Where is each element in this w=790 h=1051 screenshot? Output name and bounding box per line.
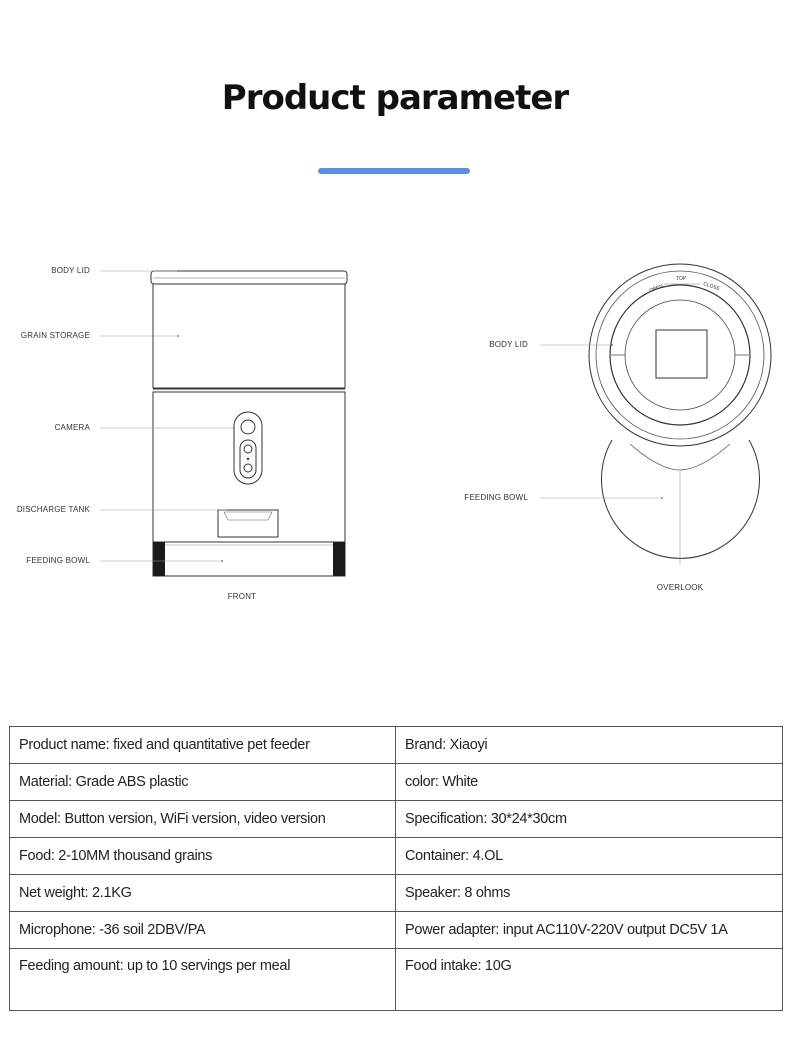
spec-cell: Food intake: 10G (396, 949, 783, 1011)
table-row (10, 949, 783, 1011)
spec-cell: Product name: fixed and quantitative pet feeder (10, 727, 396, 764)
ring-text-top: TOP (676, 276, 687, 282)
front-grain-storage-shape (153, 284, 345, 388)
front-label-feeding-bowl: FEEDING BOWL (26, 556, 90, 565)
front-feeding-bowl-shape (153, 542, 345, 576)
overlook-label-feeding-bowl: FEEDING BOWL (464, 493, 528, 502)
table-row (10, 912, 783, 949)
overlook-center-window (656, 330, 707, 378)
overlook-view-illustration (589, 264, 771, 565)
front-label-body-lid: BODY LID (51, 266, 90, 275)
spec-cell: Container: 4.OL (396, 838, 783, 875)
overlook-label-body-lid: BODY LID (489, 340, 528, 349)
overlook-feeding-bowl-shape (602, 440, 760, 558)
spec-cell: Feeding amount: up to 10 servings per meal (10, 949, 396, 1011)
spec-cell: Food: 2-10MM thousand grains (10, 838, 396, 875)
front-lower-body-shape (153, 392, 345, 542)
spec-cell: Power adapter: input AC110V-220V output DC5V 1A (396, 912, 783, 949)
table-row (10, 875, 783, 912)
table-row (10, 801, 783, 838)
spec-cell: Specification: 30*24*30cm (396, 801, 783, 838)
ring-text-open: OPEN (648, 283, 665, 294)
front-label-camera: CAMERA (54, 423, 90, 432)
spec-cell: Model: Button version, WiFi version, video version (10, 801, 396, 838)
front-label-grain-storage: GRAIN STORAGE (20, 331, 90, 340)
spec-cell: Microphone: -36 soil 2DBV/PA (10, 912, 396, 949)
table-row (10, 727, 783, 764)
front-camera-module (234, 412, 262, 484)
table-row (10, 764, 783, 801)
spec-table (9, 726, 783, 1011)
overlook-caption: OVERLOOK (656, 583, 704, 592)
spec-cell: color: White (396, 764, 783, 801)
table-row (10, 838, 783, 875)
ring-text-close: CLOSE (702, 281, 721, 293)
spec-cell: Speaker: 8 ohms (396, 875, 783, 912)
page-title: Product parameter (221, 78, 569, 118)
front-discharge-tank (218, 510, 278, 537)
front-caption: FRONT (227, 592, 257, 601)
spec-cell: Net weight: 2.1KG (10, 875, 396, 912)
spec-cell: Brand: Xiaoyi (396, 727, 783, 764)
front-view-illustration (151, 271, 347, 576)
spec-cell: Material: Grade ABS plastic (10, 764, 396, 801)
front-lid-shape (151, 271, 347, 284)
front-label-discharge-tank: DISCHARGE TANK (16, 505, 90, 514)
